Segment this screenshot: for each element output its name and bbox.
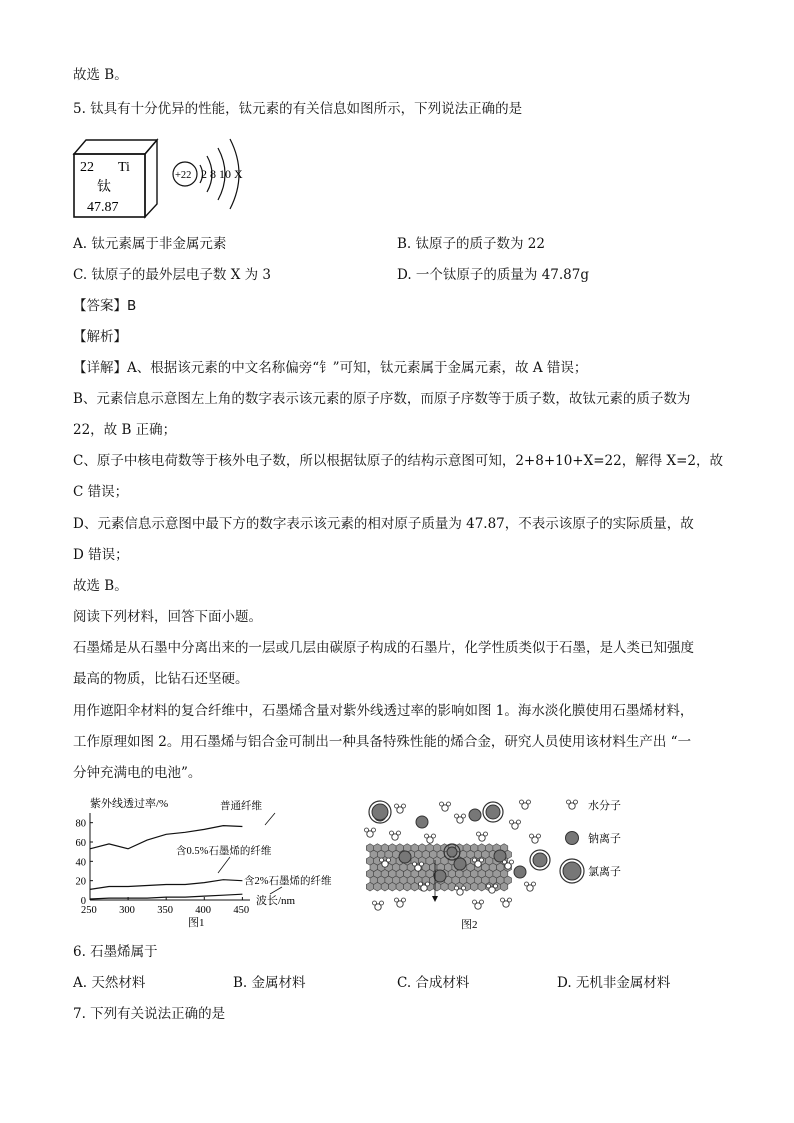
water-hydrogen [484,832,488,836]
sodium-ion [469,809,481,821]
water-hydrogen [380,901,384,905]
water-hydrogen [501,898,505,902]
water-hydrogen [473,900,477,904]
water-hydrogen [520,800,524,804]
q5-answer: 【答案】B [73,298,137,314]
water-hydrogen [387,858,391,862]
q5-detail-line: 22，故 B 正确； [73,422,177,438]
question-6-stem: 6. 石墨烯属于 [73,944,158,960]
chloride-ion [447,847,457,857]
water-hydrogen [420,862,424,866]
q6-option-a: A. 天然材料 [73,975,146,991]
water-hydrogen [487,884,491,888]
q5-detail-line: C 错误； [73,484,129,500]
series-label-0-5-percent: 含0.5%石墨烯的纤维 [176,846,272,857]
material-line: 分钟充满电的电池”。 [73,765,202,781]
sodium-ion [454,858,466,870]
water-hydrogen [532,882,536,886]
graphene-hex [433,882,441,891]
sodium-ion [514,866,526,878]
sodium-ion-legend-icon [566,832,579,845]
x-tick-label: 300 [119,905,135,916]
label-leader [265,813,275,825]
x-tick-label: 250 [81,905,97,916]
water-hydrogen [425,834,429,838]
graphene-hex [411,882,418,891]
graphene-hex [500,882,508,891]
nucleus-charge: +22 [175,170,192,181]
water-hydrogen [372,828,376,832]
graphene-hex [381,882,388,891]
material-line: 石墨烯是从石墨中分离出来的一层或几层由碳原子构成的石墨片，化学性质类似于石墨，是人类已知强度 [73,640,694,656]
water-hydrogen [473,858,477,862]
water-hydrogen [503,860,507,864]
q5-option-c: C. 钛原子的最外层电子数 X 为 3 [73,267,272,283]
q5-option-d: D. 一个钛原子的质量为 47.87g [397,267,590,283]
graphene-hex [471,882,479,891]
series-label-ordinary: 普通纤维 [220,801,262,812]
series-line-2 [90,880,242,890]
water-hydrogen [530,834,534,838]
figure-1-caption: 图1 [188,917,205,929]
atom-structure-diagram [168,134,258,214]
element-card-diagram [70,132,170,222]
water-hydrogen [527,800,531,804]
graphene-hex [478,882,485,891]
y-tick-label: 80 [75,818,86,830]
label-leader [218,857,230,873]
water-hydrogen [517,820,521,824]
sodium-ion [416,816,428,828]
water-hydrogen [510,820,514,824]
prev-answer-line: 故选 B。 [73,67,128,83]
q5-analysis-label: 【解析】 [73,329,127,345]
water-hydrogen [419,882,423,886]
chloride-ion [372,804,388,820]
q5-detail-line: D、元素信息示意图中最下方的数字表示该元素的相对原子质量为 47.87，不表示该原子的实际质量，故 [73,516,694,532]
q6-option-b: B. 金属材料 [233,975,306,991]
legend-water [567,798,622,812]
water-hydrogen [462,886,466,890]
water-hydrogen [397,831,401,835]
electron-shells: 2 8 10 X [201,167,243,181]
chloride-ion [486,805,500,819]
water-hydrogen [373,901,377,905]
sodium-ion [399,851,411,863]
water-hydrogen [480,900,484,904]
water-hydrogen [567,800,571,804]
x-tick-label: 450 [233,905,250,916]
water-hydrogen [510,860,514,864]
material-line: 工作原理如图 2。用石墨烯与铝合金可制出一种具备特殊性能的烯合金，研究人员使用该材料生产出 “一 [73,734,692,750]
material-line: 最高的物质，比钻石还坚硬。 [73,671,249,687]
graphene-membrane [366,844,511,891]
q5-option-a: A. 钛元素属于非金属元素 [73,236,227,252]
graphene-hex [366,882,373,891]
q6-option-d: D. 无机非金属材料 [557,975,671,991]
q5-option-b: B. 钛原子的质子数为 22 [397,236,545,252]
water-hydrogen [537,834,541,838]
legend-chloride [560,859,621,883]
question-7-stem: 7. 下列有关说法正确的是 [73,1006,226,1022]
water-hydrogen [455,886,459,890]
water-hydrogen [440,802,444,806]
water-hydrogen [508,898,512,902]
water-hydrogen [480,858,484,862]
water-molecule-legend-icon [567,800,578,809]
element-mass: 47.87 [87,200,119,215]
figure-1-chart [60,795,360,935]
water-hydrogen [390,831,394,835]
q5-detail-line: D 错误； [73,547,129,563]
legend-water-label: 水分子 [588,800,621,812]
water-hydrogen [395,804,399,808]
q5-detail-line: C、原子中核电荷数等于核外电子数，所以根据钛原子的结构示意图可知，2+8+10+X=22，解得 X=2，故 [73,453,724,469]
water-hydrogen [402,804,406,808]
element-name: 钛 [97,180,111,195]
water-hydrogen [426,882,430,886]
figure-2-caption: 图2 [461,919,478,931]
water-hydrogen [365,828,369,832]
graphene-hex [404,882,412,891]
water-hydrogen [494,884,498,888]
q5-detail-line: B、元素信息示意图左上角的数字表示该元素的原子序数，而原子序数等于质子数，故钛元素的质子数为 [73,391,691,407]
y-tick-label: 0 [80,896,86,907]
water-hydrogen [462,814,466,818]
material-line: 阅读下列材料，回答下面小题。 [73,609,262,625]
legend-sodium-label: 钠离子 [588,833,621,845]
water-hydrogen [477,832,481,836]
figure-2-membrane-diagram [360,790,660,935]
element-symbol: Ti [118,160,130,175]
water-hydrogen [402,898,406,902]
x-tick-label: 400 [195,905,212,916]
figure-1-xlabel: 波长/nm [256,895,296,907]
q5-detail-line: 【详解】A、根据该元素的中文名称偏旁“钅”可知，钛元素属于金属元素，故 A 错误； [73,360,588,376]
question-5-stem: 5. 钛具有十分优异的性能，钛元素的有关信息如图所示，下列说法正确的是 [73,101,523,117]
water-hydrogen [447,802,451,806]
graphene-hex [441,882,448,891]
y-tick-label: 20 [75,876,86,888]
water-hydrogen [574,800,578,804]
chloride-ion [533,853,547,867]
flow-arrowhead [432,896,438,902]
label-leader [270,887,282,894]
y-tick-label: 60 [75,838,86,849]
element-atomic-number: 22 [80,160,94,175]
series-label-2-percent: 含2%石墨烯的纤维 [244,876,332,887]
sodium-ion [434,870,446,882]
q5-detail-line: 故选 B。 [73,578,128,594]
legend-chloride-label: 氯离子 [588,866,621,878]
water-hydrogen [380,858,384,862]
graphene-hex [389,882,397,891]
water-hydrogen [413,862,417,866]
graphene-hex [396,882,403,891]
figure-1-ylabel: 紫外线透过率/% [90,798,169,810]
graphene-hex [374,882,382,891]
legend-sodium [566,831,622,845]
material-line: 用作遮阳伞材料的复合纤维中，石墨烯含量对紫外线透过率的影响如图 1。海水淡化膜使用石墨烯材料， [73,703,694,719]
y-tick-label: 40 [75,857,86,869]
q6-option-c: C. 合成材料 [397,975,470,991]
x-tick-label: 350 [157,905,173,916]
water-hydrogen [395,898,399,902]
water-hydrogen [432,834,436,838]
water-hydrogen [455,814,459,818]
water-hydrogen [525,882,529,886]
